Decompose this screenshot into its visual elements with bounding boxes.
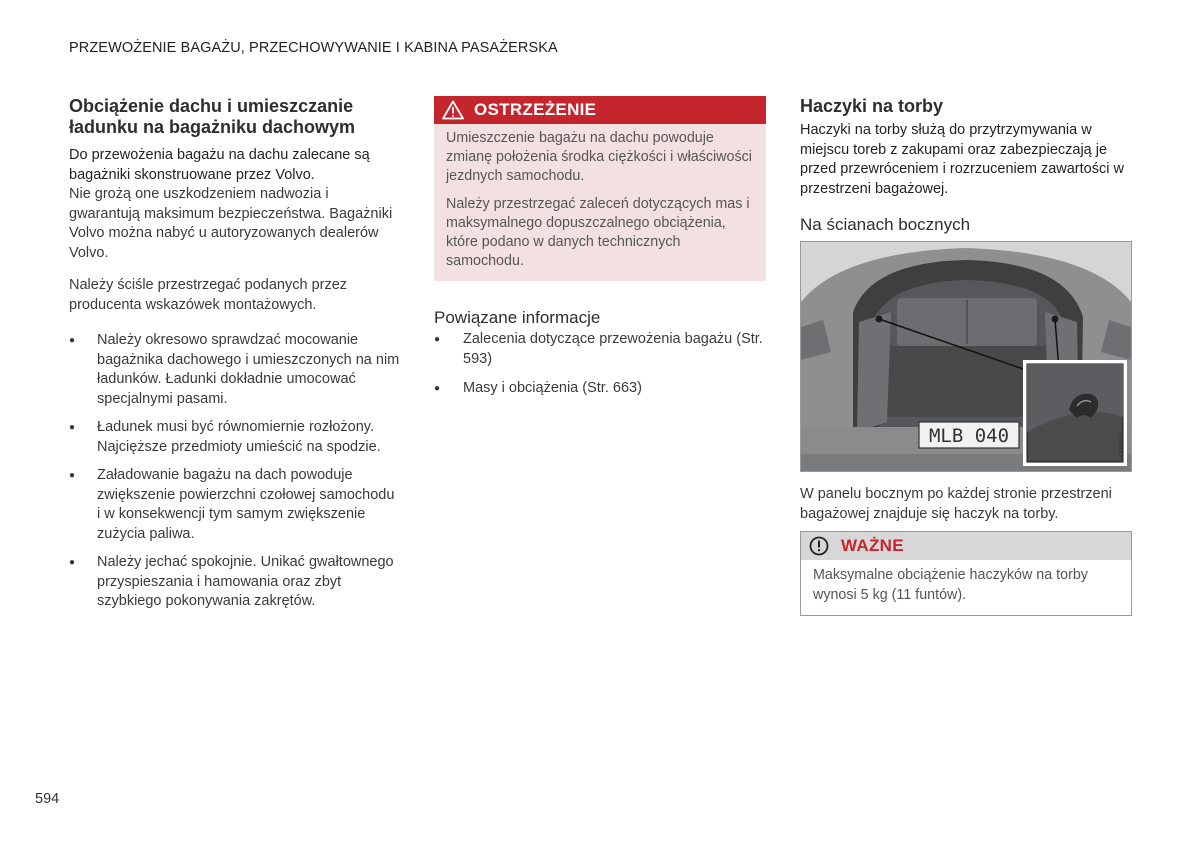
warning-paragraph-1: Umieszczenie bagażu na dachu powoduje zmianę położenia środka ciężkości i właściwości jezdnych samochodu. — [446, 130, 752, 184]
warning-column — [434, 96, 766, 409]
page-number: 594 — [35, 791, 60, 807]
related-info-heading: Powiązane informacje — [434, 308, 601, 327]
warning-title: OSTRZEŻENIE — [474, 100, 597, 119]
related-info-list — [434, 330, 766, 399]
roof-load-section — [69, 96, 401, 621]
warning-body — [434, 124, 766, 281]
important-title: WAŻNE — [841, 536, 904, 555]
list-item: ● Należy okresowo sprawdzać mocowanie bagażnika dachowego i umieszczonych na nim ładunków. Ładunki dokładnie umocować specjalnymi pasami. — [69, 331, 401, 409]
important-text: Maksymalne obciążenie haczyków na torby wynosi 5 kg (11 funtów). — [813, 567, 1088, 603]
list-item: ● Należy jechać spokojnie. Unikać gwałtownego przyspieszania i hamowania oraz zbyt szybkiego pokonywania zakrętów. — [69, 553, 401, 612]
roof-load-paragraph-2: Należy ściśle przestrzegać podanych przez producenta wskazówek montażowych. — [69, 277, 348, 313]
roof-load-paragraph-1: Nie grożą one uszkodzeniem nadwozia i gwarantują maksimum bezpieczeństwa. Bagażniki Volvo można nabyć u autoryzowanych dealerów Volvo. — [69, 186, 393, 261]
warning-box — [434, 96, 766, 281]
cargo-area-illustration — [800, 241, 1132, 472]
figure-code: G063678 — [1119, 432, 1125, 457]
warning-header — [434, 96, 766, 124]
bag-hook-caption: W panelu bocznym po każdej stronie przestrzeni bagażowej znajduje się haczyk na torby. — [800, 486, 1112, 522]
cargo-area-drawing — [801, 242, 1131, 471]
list-item: ● Ładunek musi być równomiernie rozłożony. Najcięższe przedmioty umieścić na spodzie. — [69, 418, 401, 457]
bag-hooks-heading: Haczyki na torby — [800, 96, 944, 116]
license-plate-text: MLB 040 — [928, 425, 1010, 447]
roof-load-intro: Do przewożenia bagażu na dachu zalecane są bagażniki skonstruowane przez Volvo. — [69, 147, 370, 183]
important-header — [801, 532, 1131, 560]
related-link-weights-loads[interactable]: ● Masy i obciążenia (Str. 663) — [434, 379, 766, 399]
bag-hooks-section — [800, 96, 1132, 616]
important-box — [800, 531, 1132, 616]
warning-triangle-icon — [442, 100, 464, 120]
exclamation-circle-icon — [809, 536, 829, 556]
running-header: PRZEWOŻENIE BAGAŻU, PRZECHOWYWANIE I KABINA PASAŻERSKA — [69, 40, 558, 56]
side-walls-subheading: Na ścianach bocznych — [800, 215, 971, 234]
important-body — [801, 560, 1131, 615]
related-info — [434, 308, 766, 399]
warning-paragraph-2: Należy przestrzegać zaleceń dotyczących mas i maksymalnego dopuszczalnego obciążenia, które podano w danych technicznych samochodu. — [446, 196, 750, 269]
bag-hooks-intro: Haczyki na torby służą do przytrzymywania w miejscu toreb z zakupami oraz zabezpieczają je przed przewróceniem i rozrzuceniem zawartości w przestrzeni bagażowej. — [800, 122, 1124, 197]
roof-load-bullet-list — [69, 331, 401, 612]
roof-load-heading: Obciążenie dachu i umieszczanie ładunku na bagażniku dachowym — [69, 96, 356, 137]
related-link-luggage-recommendations[interactable]: ● Zalecenia dotyczące przewożenia bagażu (Str. 593) — [434, 330, 766, 369]
list-item: ● Załadowanie bagażu na dach powoduje zwiększenie powierzchni czołowej samochodu i w konsekwencji tym samym zwiększenie zużycia paliwa. — [69, 466, 401, 544]
